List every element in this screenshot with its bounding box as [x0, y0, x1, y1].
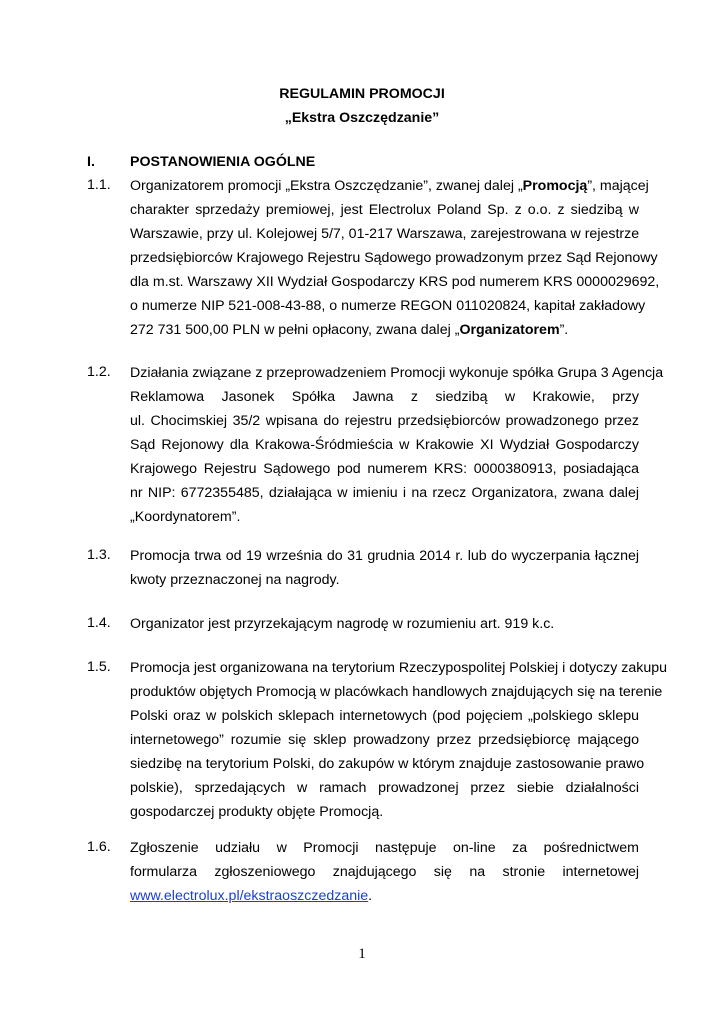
paragraph-line: Organizatorem promocji „Ekstra Oszczędzanie”, zwanej dalej „Promocją”, mającej — [130, 178, 649, 194]
paragraph-line: 272 731 500,00 PLN w pełni opłacony, zwana dalej „Organizatorem”. — [130, 322, 569, 338]
paragraph-line: Sąd Rejonowy dla Krakowa-Śródmieścia w Krakowie XI Wydział Gospodarczy — [130, 437, 639, 453]
paragraph-line: Krajowego Rejestru Sądowego pod numerem KRS: 0000380913, posiadająca — [130, 461, 639, 477]
paragraph-line: siedzibę na terytorium Polski, do zakupów w którym znajduje zastosowanie prawo — [130, 756, 645, 772]
document-title: REGULAMIN PROMOCJI — [279, 86, 445, 102]
paragraph-number: 1.3. — [87, 547, 111, 563]
paragraph-line: produktów objętych Promocją w placówkach handlowych znajdujących się na terenie — [130, 684, 663, 700]
paragraph-line: ul. Chocimskiej 35/2 wpisana do rejestru przedsiębiorców prowadzonego przez — [130, 413, 639, 429]
paragraph-line: Działania związane z przeprowadzeniem Promocji wykonuje spółka Grupa 3 Agencja — [130, 365, 664, 381]
paragraph-line: Polski oraz w polskich sklepach internetowych (pod pojęciem „polskiego sklepu — [130, 708, 639, 724]
paragraph-line: dla m.st. Warszawy XII Wydział Gospodarczy KRS pod numerem KRS 0000029692, — [130, 274, 660, 290]
promotion-website-link[interactable]: www.electrolux.pl/ekstraoszczedzanie — [130, 888, 369, 904]
promocja-term: Promocją — [522, 178, 588, 194]
paragraph-line: Organizator jest przyrzekającym nagrodę w rozumieniu art. 919 k.c. — [130, 616, 555, 632]
paragraph-line: Promocja jest organizowana na terytorium Rzeczypospolitej Polskiej i dotyczy zakupu — [130, 660, 668, 676]
organizator-term: Organizatorem — [459, 322, 560, 338]
paragraph-number: 1.4. — [87, 615, 111, 631]
paragraph-number: 1.2. — [87, 364, 111, 380]
paragraph-line: przedsiębiorców Krajowego Rejestru Sądowego prowadzonym przez Sąd Rejonowy — [130, 250, 658, 266]
promotion-name: „Ekstra Oszczędzanie” — [284, 110, 440, 126]
paragraph-line: www.electrolux.pl/ekstraoszczedzanie. — [130, 888, 373, 904]
paragraph-number: 1.5. — [87, 659, 111, 675]
paragraph-line: nr NIP: 6772355485, działająca w imieniu i na rzecz Organizatora, zwana dalej — [130, 485, 639, 501]
paragraph-line: „Koordynatorem”. — [130, 509, 241, 525]
paragraph-line: kwoty przeznaczonej na nagrody. — [130, 572, 340, 588]
page-number: 1 — [358, 946, 366, 962]
paragraph-line: internetowego” rozumie się sklep prowadzony przez przedsiębiorcę mającego — [130, 732, 639, 748]
paragraph-number: 1.1. — [87, 177, 111, 193]
paragraph-line: Promocja trwa od 19 września do 31 grudnia 2014 r. lub do wyczerpania łącznej — [130, 548, 639, 564]
paragraph-line: Reklamowa Jasonek Spółka Jawna z siedzibą w Krakowie, przy — [130, 389, 639, 405]
paragraph-line: Warszawie, przy ul. Kolejowej 5/7, 01-217 Warszawa, zarejestrowana w rejestrze — [130, 226, 640, 242]
paragraph-line: gospodarczej produkty objęte Promocją. — [130, 804, 384, 820]
section-title: POSTANOWIENIA OGÓLNE — [130, 154, 316, 170]
paragraph-line: o numerze NIP 521-008-43-88, o numerze REGON 011020824, kapitał zakładowy — [130, 298, 646, 314]
paragraph-line: formularza zgłoszeniowego znajdującego się na stronie internetowej — [130, 864, 639, 880]
section-number: I. — [87, 154, 95, 170]
paragraph-number: 1.6. — [87, 839, 111, 855]
paragraph-line: polskie), sprzedających w ramach prowadzonej przez siebie działalności — [130, 780, 639, 796]
paragraph-line: charakter sprzedaży premiowej, jest Electrolux Poland Sp. z o.o. z siedzibą w — [130, 202, 639, 218]
paragraph-line: Zgłoszenie udziału w Promocji następuje on-line za pośrednictwem — [130, 840, 639, 856]
